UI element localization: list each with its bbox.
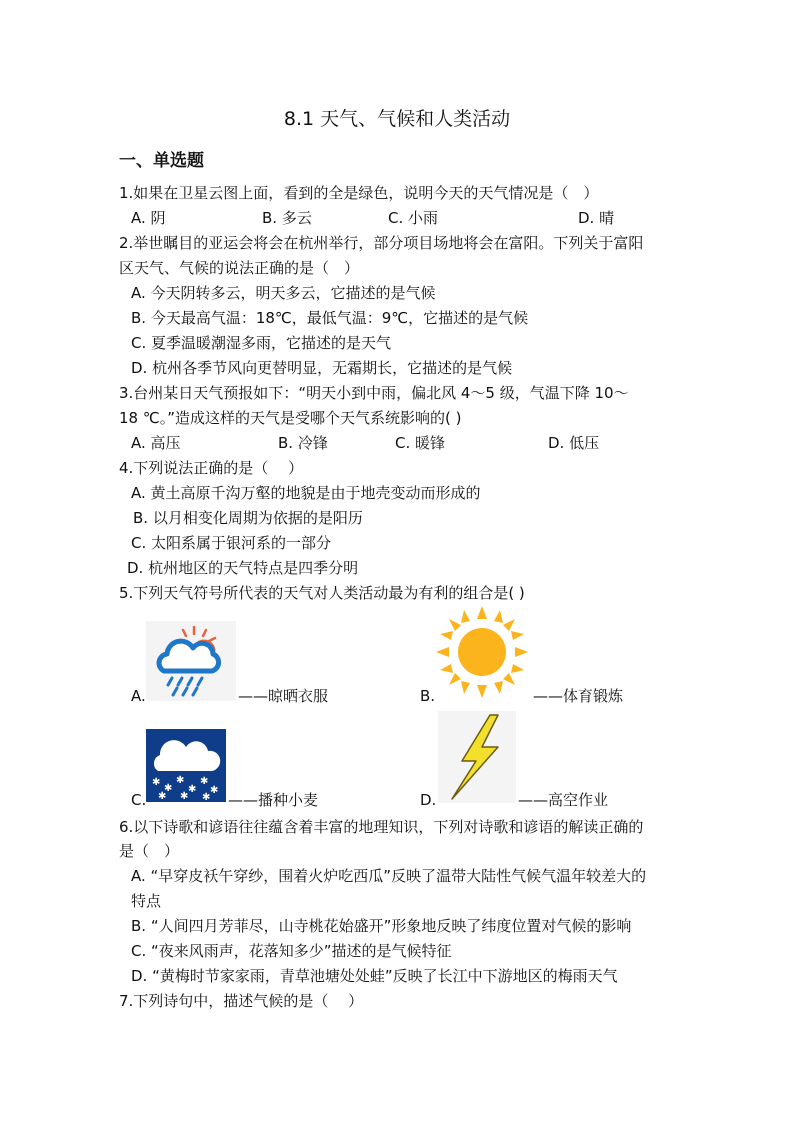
option-a: A. 今天阴转多云，明天多云，它描述的是气候 [131, 284, 436, 302]
option-b-letter: B. [420, 687, 436, 705]
option-a: A. 黄土高原千沟万壑的地貌是由于地壳变动而形成的 [131, 484, 481, 502]
svg-text:✱: ✱ [202, 792, 211, 802]
snow-icon [146, 729, 226, 802]
option-d: D. 低压 [548, 434, 600, 452]
svg-text:✱: ✱ [180, 791, 189, 802]
question-stem: 1.如果在卫星云图上面，看到的全是绿色，说明今天的天气情况是（ ） [119, 184, 599, 202]
option-d: D. 杭州各季节风向更替明显，无霜期长，它描述的是气候 [131, 359, 513, 377]
question-stem-cont: 18 ℃。”造成这样的天气是受哪个天气系统影响的( ) [119, 409, 462, 427]
question-stem-cont: 区天气、气候的说法正确的是（ ） [119, 259, 360, 277]
option-a-cont: 特点 [131, 892, 162, 910]
question-stem: 2.举世瞩目的亚运会将会在杭州举行，部分项目场地将会在富阳。下列关于富阳 [119, 234, 644, 252]
question-stem: 4.下列说法正确的是（ ） [119, 459, 304, 477]
svg-text:✱: ✱ [200, 776, 209, 787]
question-stem: 7.下列诗句中，描述气候的是（ ） [119, 992, 364, 1010]
option-c-letter: C. [131, 791, 147, 809]
sun-icon [434, 604, 530, 700]
option-d: D. 晴 [578, 209, 615, 227]
option-c: C. 暖锋 [395, 434, 446, 452]
option-b: B. 多云 [262, 209, 312, 227]
option-b-text: ——体育锻炼 [533, 687, 624, 705]
option-b: B. 冷锋 [278, 434, 328, 452]
svg-text:✱: ✱ [210, 785, 219, 796]
option-a-letter: A. [131, 687, 146, 705]
lightning-icon [438, 711, 516, 803]
question-stem: 5.下列天气符号所代表的天气对人类活动最为有利的组合是( ) [119, 584, 525, 602]
option-c: C. “夜来风雨声，花落知多少”描述的是气候特征 [131, 942, 452, 960]
shower-icon [146, 621, 236, 701]
svg-text:✱: ✱ [152, 777, 161, 788]
option-a: A. 高压 [131, 434, 181, 452]
question-stem: 3.台州某日天气预报如下：“明天小到中雨，偏北风 4～5 级，气温下降 10～ [119, 384, 629, 402]
option-b: B. “人间四月芳菲尽，山寺桃花始盛开”形象地反映了纬度位置对气候的影响 [131, 917, 632, 935]
question-stem-cont: 是（ ） [119, 842, 180, 860]
svg-text:✱: ✱ [164, 783, 173, 794]
option-d: D. 杭州地区的天气特点是四季分明 [127, 559, 359, 577]
option-d-letter: D. [420, 791, 437, 809]
option-d: D. “黄梅时节家家雨，青草池塘处处蛙”反映了长江中下游地区的梅雨天气 [131, 967, 618, 985]
option-a: A. “早穿皮袄午穿纱，围着火炉吃西瓜”反映了温带大陆性气候气温年较差大的 [131, 867, 647, 885]
option-c: C. 夏季温暖潮湿多雨，它描述的是天气 [131, 334, 392, 352]
option-a: A. 阴 [131, 209, 166, 227]
option-d-text: ——高空作业 [518, 791, 609, 809]
option-a-text: ——晾晒衣服 [238, 687, 329, 705]
option-b: B. 今天最高气温：18℃，最低气温：9℃，它描述的是气候 [131, 309, 529, 327]
section-heading: 一、单选题 [119, 151, 204, 171]
page-title: 8.1 天气、气候和人类活动 [283, 108, 511, 130]
option-c: C. 太阳系属于银河系的一部分 [131, 534, 332, 552]
option-b: B. 以月相变化周期为依据的是阳历 [133, 509, 363, 527]
option-c-text: ——播种小麦 [228, 791, 319, 809]
svg-text:✱: ✱ [188, 784, 197, 795]
question-stem: 6.以下诗歌和谚语往往蕴含着丰富的地理知识，下列对诗歌和谚语的解读正确的 [119, 818, 644, 836]
svg-text:✱: ✱ [158, 791, 167, 802]
option-c: C. 小雨 [388, 209, 439, 227]
svg-text:✱: ✱ [176, 775, 185, 786]
